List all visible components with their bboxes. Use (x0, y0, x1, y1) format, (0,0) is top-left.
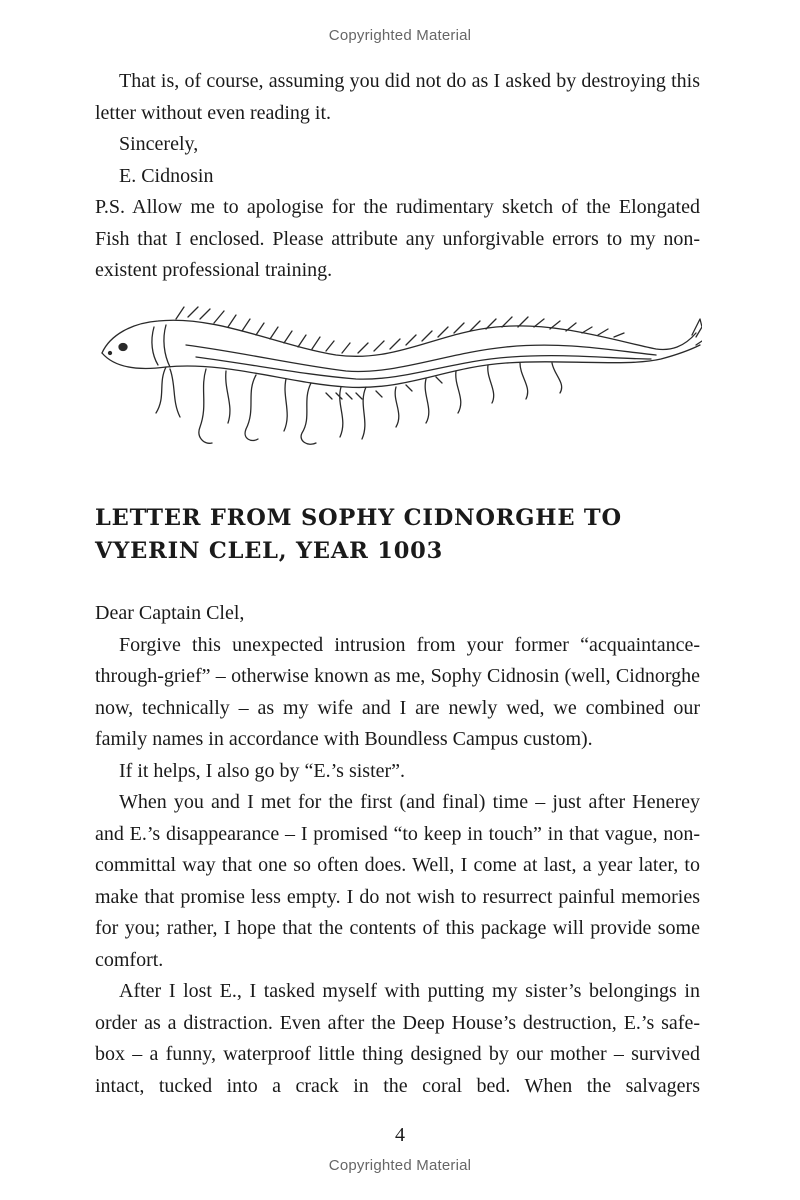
letter-salutation: Dear Captain Clel, (95, 602, 245, 624)
closing-sincerely: Sincerely, (119, 133, 199, 155)
letter-paragraph: After I lost E., I tasked myself with putting my sister’s belongings in order as a distraction. Even after the Deep House’s destruction, E.’s safe-box – a funny, waterproof little thing designed by our mother – survived intact, tucked into a crack in the coral bed. When the salvagers (95, 980, 700, 1097)
letter-paragraph: If it helps, I also go by “E.’s sister”. (119, 759, 406, 782)
letter-closing-section (95, 66, 700, 287)
page-number: 4 (395, 1124, 405, 1146)
copyright-watermark-bottom: Copyrighted Material (328, 1157, 472, 1174)
letter-body (95, 598, 700, 1102)
letter-paragraph: Forgive this unexpected intrusion from your former “acquaintance-through-grief” – otherwise known as me, Sophy Cidnosin (well, Cidnorghe now, technically – as my wife and I are newly wed, we combined our family names in accordance with Boundless Campus custom). (95, 633, 700, 750)
letter-paragraph: When you and I met for the first (and final) time – just after Henerey and E.’s disappearance – I promised “to keep in touch” in that vague, non-committal way that one so often does. Well, I come at last, a year later, to make that promise less empty. I do not wish to resurrect painful memories for you; rather, I hope that the contents of this package will provide some comfort. (95, 791, 700, 971)
elongated-fish-sketch-icon (96, 305, 702, 450)
closing-signature: E. Cidnosin (119, 164, 214, 187)
letter-heading-line2: VYERIN CLEL, YEAR 1003 (95, 538, 444, 564)
postscript-paragraph: P.S. Allow me to apologise for the rudimentary sketch of the Elongated Fish that I enclosed. Please attribute any unforgivable errors to my non-existent professional training. (95, 196, 700, 281)
copyright-watermark-top: Copyrighted Material (328, 27, 472, 44)
letter-heading-line1: LETTER FROM SOPHY CIDNORGHE TO (95, 505, 622, 531)
closing-paragraph: That is, of course, assuming you did not do as I asked by destroying this letter without even reading it. (95, 70, 700, 124)
letter-heading (95, 502, 715, 568)
